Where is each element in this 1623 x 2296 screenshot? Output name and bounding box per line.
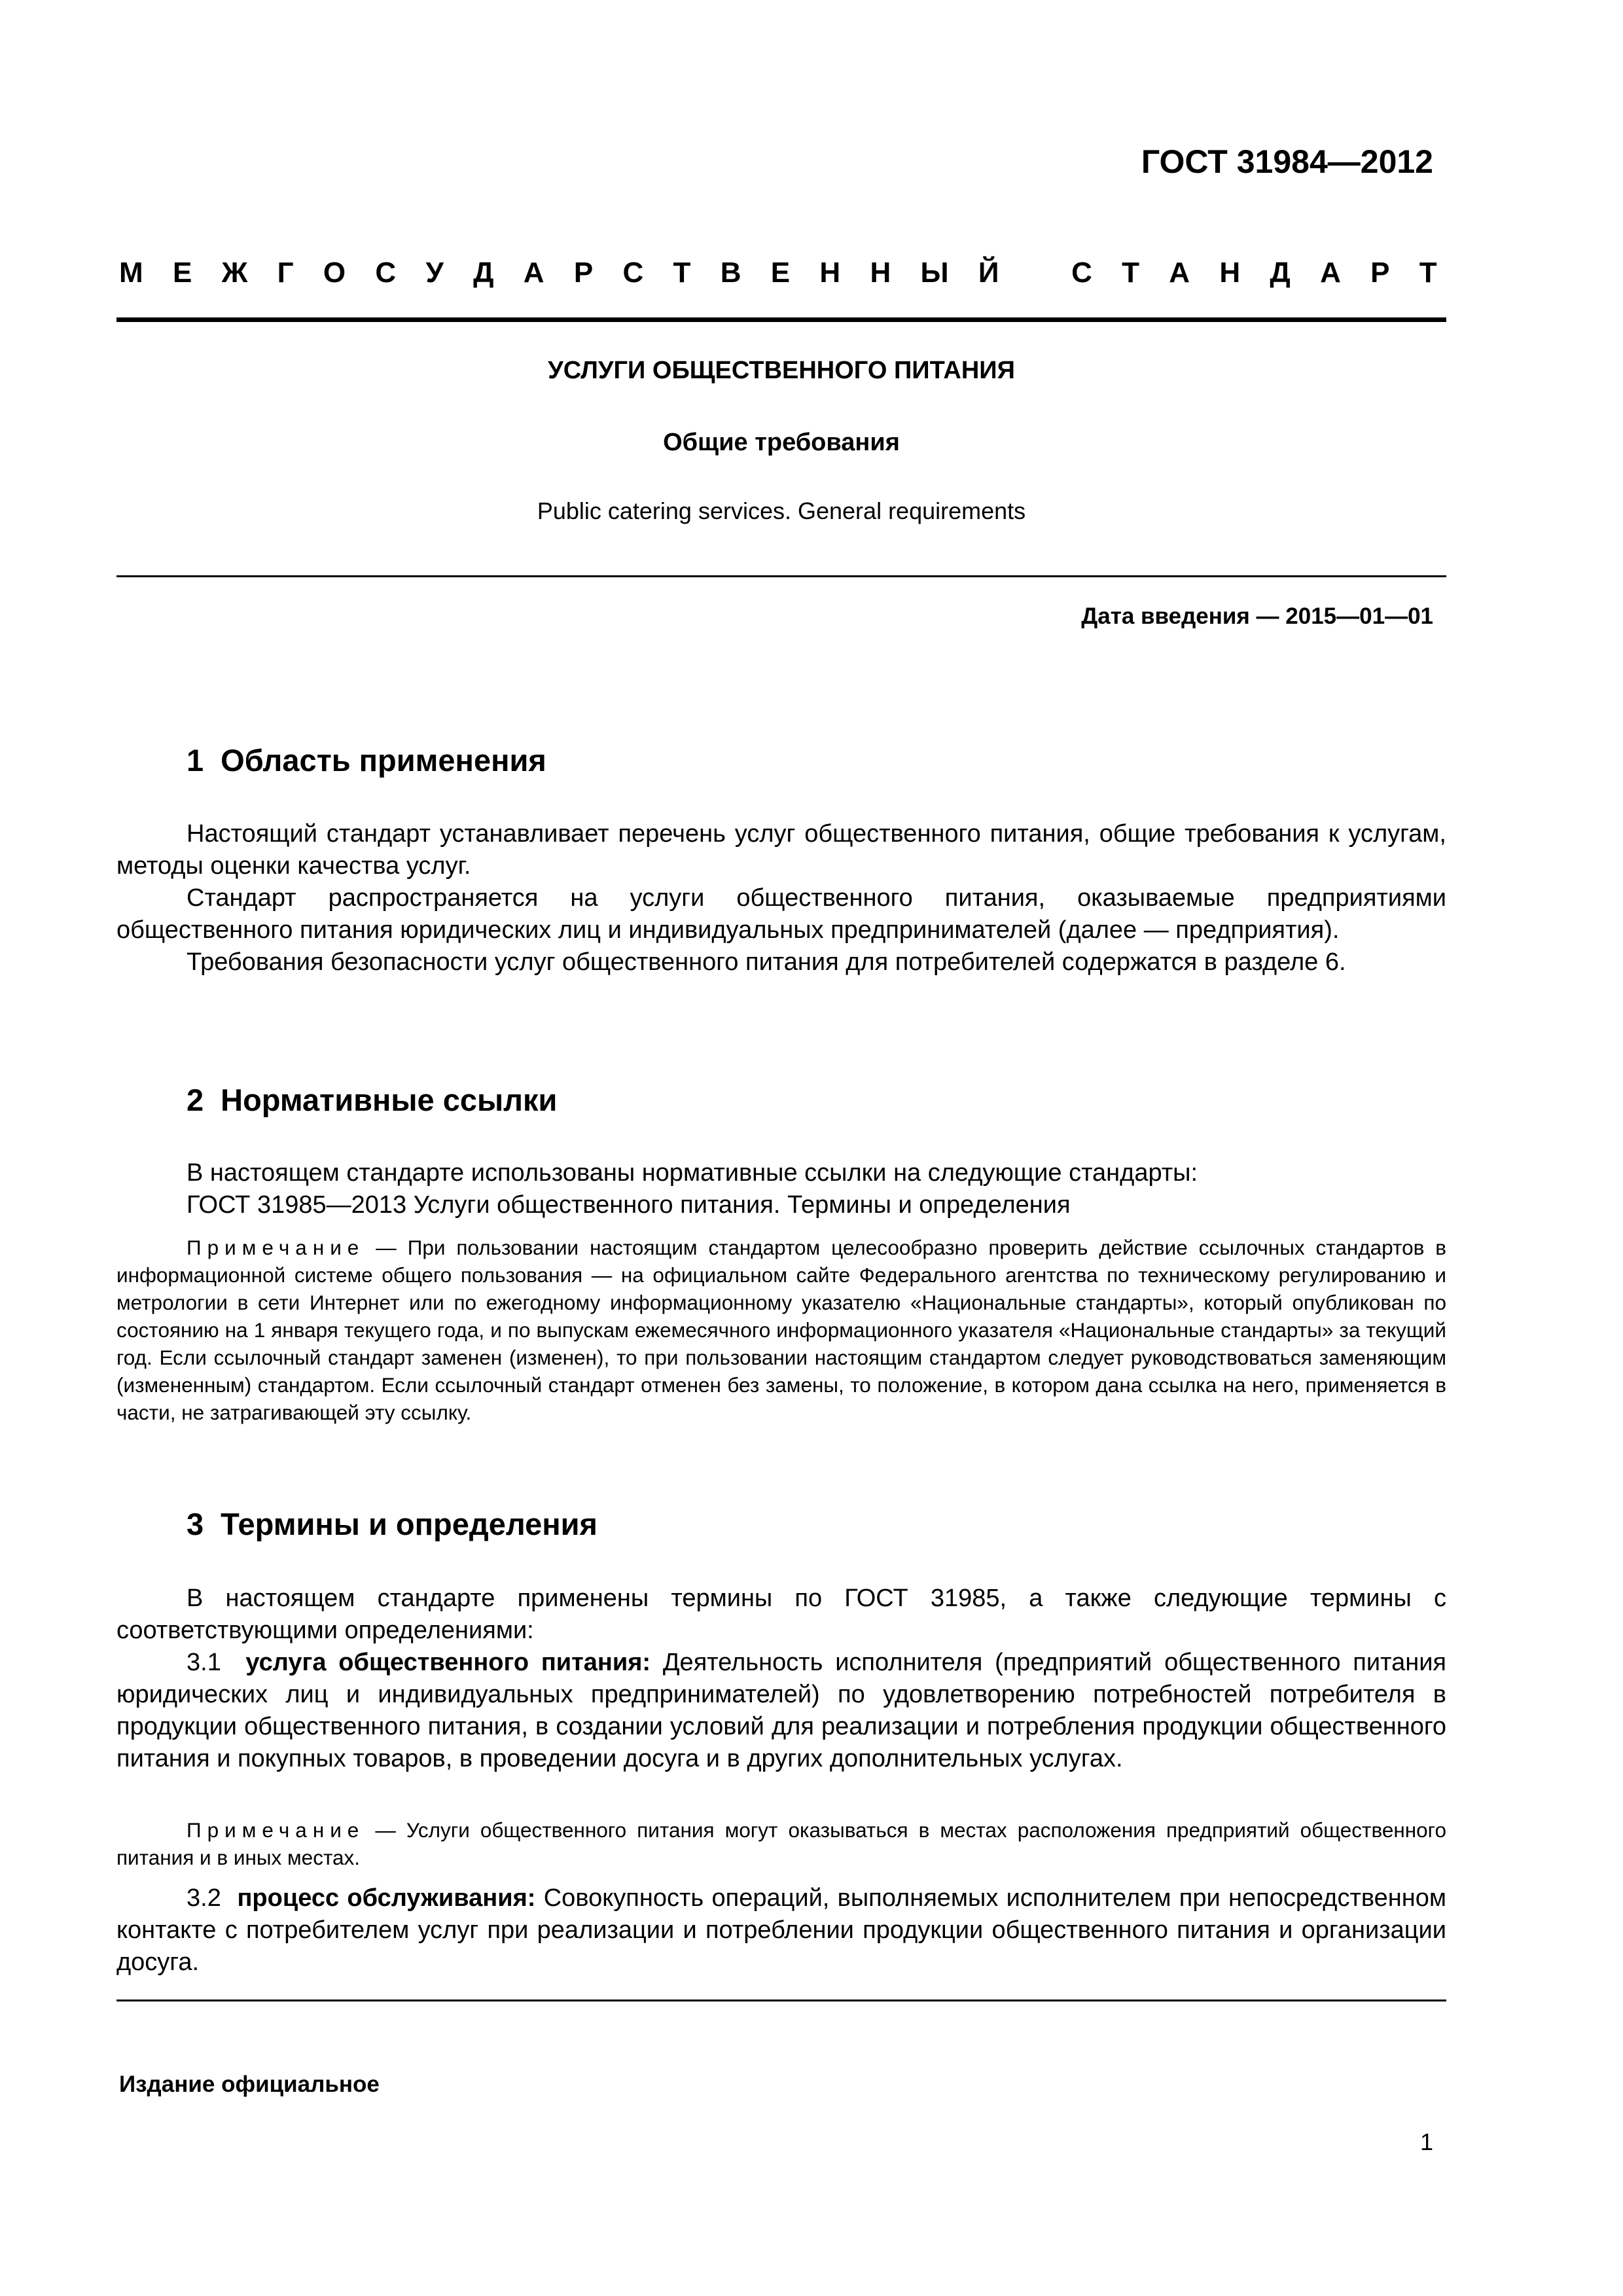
heading-letter: Н (1219, 257, 1241, 289)
note-text: — Услуги общественного питания могут оказываться в местах расположения предприятий общественного питания и в иных местах. (116, 1818, 1446, 1869)
heading-letter: Р (1370, 257, 1390, 289)
term-number: 3.1 (187, 1649, 221, 1676)
term-name: процесс обслуживания: (237, 1884, 536, 1912)
paragraph: Настоящий стандарт устанавливает перечень услуг общественного питания, общие требования к услугам, методы оценки качества услуг. (116, 820, 1446, 880)
section-number: 3 (187, 1507, 204, 1541)
section-1-heading (187, 742, 546, 778)
heading-letter: Н (870, 257, 891, 289)
section-number: 2 (187, 1083, 204, 1117)
document-code: ГОСТ 31984—2012 (1141, 143, 1433, 180)
section-1-body (116, 818, 1446, 978)
section-2-heading (187, 1082, 557, 1118)
section-2-note (116, 1234, 1446, 1426)
heading-letter: Р (573, 257, 594, 289)
heading-letter: Т (1419, 257, 1437, 289)
footer-divider (116, 2000, 1446, 2001)
heading-letter: Д (473, 257, 494, 289)
term-name: услуга общественного питания: (245, 1649, 651, 1676)
heading-letter: А (1169, 257, 1190, 289)
word-gap (1029, 257, 1042, 289)
heading-letter: С (375, 257, 397, 289)
section-3-note (116, 1816, 1446, 1871)
paragraph: Требования безопасности услуг общественного питания для потребителей содержатся в разделе 6. (187, 948, 1346, 976)
heading-letter: А (1320, 257, 1341, 289)
section-2-body (116, 1157, 1446, 1221)
heading-letter: Е (172, 257, 192, 289)
heading-letter: Т (673, 257, 691, 289)
term-3-2-block (116, 1882, 1446, 1979)
title-divider (116, 575, 1446, 577)
official-edition-label: Издание официальное (119, 2072, 380, 2097)
term-number: 3.2 (187, 1884, 221, 1912)
heading-letter: Д (1270, 257, 1291, 289)
reference-item: ГОСТ 31985—2013 Услуги общественного питания. Термины и определения (187, 1191, 1071, 1219)
term-3-1 (116, 1647, 1446, 1775)
introduction-date: Дата введения — 2015—01—01 (1081, 603, 1433, 629)
heading-letter: У (425, 257, 444, 289)
note-label: Примечание (187, 1818, 365, 1842)
interstate-standard-heading (119, 257, 1437, 289)
paragraph: Стандарт распространяется на услуги общественного питания, оказываемые предприятиями общественного питания юридических лиц и индивидуальных предпринимателей (далее — предприятия). (116, 884, 1446, 944)
heading-letter: Й (978, 257, 999, 289)
heading-letter: Н (819, 257, 841, 289)
heading-letter: М (119, 257, 143, 289)
section-3-body (116, 1583, 1446, 1775)
term-definition: Совокупность операций, выполняемых исполнителем при непосредственном контакте с потребителем услуг при реализации и потреблении продукции общественного питания и организации досуга. (116, 1884, 1446, 1976)
section-title: Нормативные ссылки (221, 1083, 558, 1117)
paragraph: В настоящем стандарте использованы нормативные ссылки на следующие стандарты: (187, 1159, 1198, 1187)
term-definition: Деятельность исполнителя (предприятий общественного питания юридических лиц и индивидуальных предпринимателей) по удовлетворению потребностей потребителя в продукции общественного питания, в создании условий для реализации и потребления продукции общественного питания и покупных товаров, в проведении досуга и в других дополнительных услугах. (116, 1649, 1447, 1772)
heading-letter: А (523, 257, 544, 289)
paragraph: В настоящем стандарте применены термины по ГОСТ 31985, а также следующие термины с соответствующими определениями: (116, 1585, 1446, 1644)
heading-letter: С (1071, 257, 1092, 289)
section-title: Термины и определения (221, 1507, 597, 1541)
heading-letter: Г (277, 257, 294, 289)
heading-letter: С (622, 257, 644, 289)
header-divider (116, 317, 1446, 322)
heading-letter: В (720, 257, 741, 289)
standard-subtitle: Общие требования (663, 429, 900, 456)
heading-letter: Ж (221, 257, 248, 289)
heading-letter: Т (1122, 257, 1140, 289)
note-label: Примечание (187, 1236, 365, 1259)
heading-letter: Е (770, 257, 791, 289)
note-text: — При пользовании настоящим стандартом целесообразно проверить действие ссылочных стандартов в информационной системе общего пользования — на официальном сайте Федерального агентства по техническому регулированию и метрологии в сети Интернет или по ежегодному информационному указателю «Национальные стандарты», который опубликован по состоянию на 1 января текущего года, и по выпускам ежемесячного информационного указателя «Национальные стандарты» за текущий год. Если ссылочный стандарт заменен (изменен), то при пользовании настоящим стандартом следует руководствоваться заменяющим (измененным) стандартом. Если ссылочный стандарт отменен без замены, то положение, в котором дана ссылка на него, применяется в части, не затрагивающей эту ссылку. (116, 1236, 1446, 1424)
heading-letter: Ы (920, 257, 949, 289)
section-title: Область применения (221, 743, 546, 778)
term-3-2 (116, 1882, 1446, 1979)
heading-letter: О (323, 257, 346, 289)
section-number: 1 (187, 743, 204, 778)
english-title: Public catering services. General requirements (537, 497, 1026, 524)
standard-title: УСЛУГИ ОБЩЕСТВЕННОГО ПИТАНИЯ (548, 357, 1015, 384)
section-3-heading (187, 1506, 597, 1542)
page-number: 1 (1419, 2128, 1433, 2155)
